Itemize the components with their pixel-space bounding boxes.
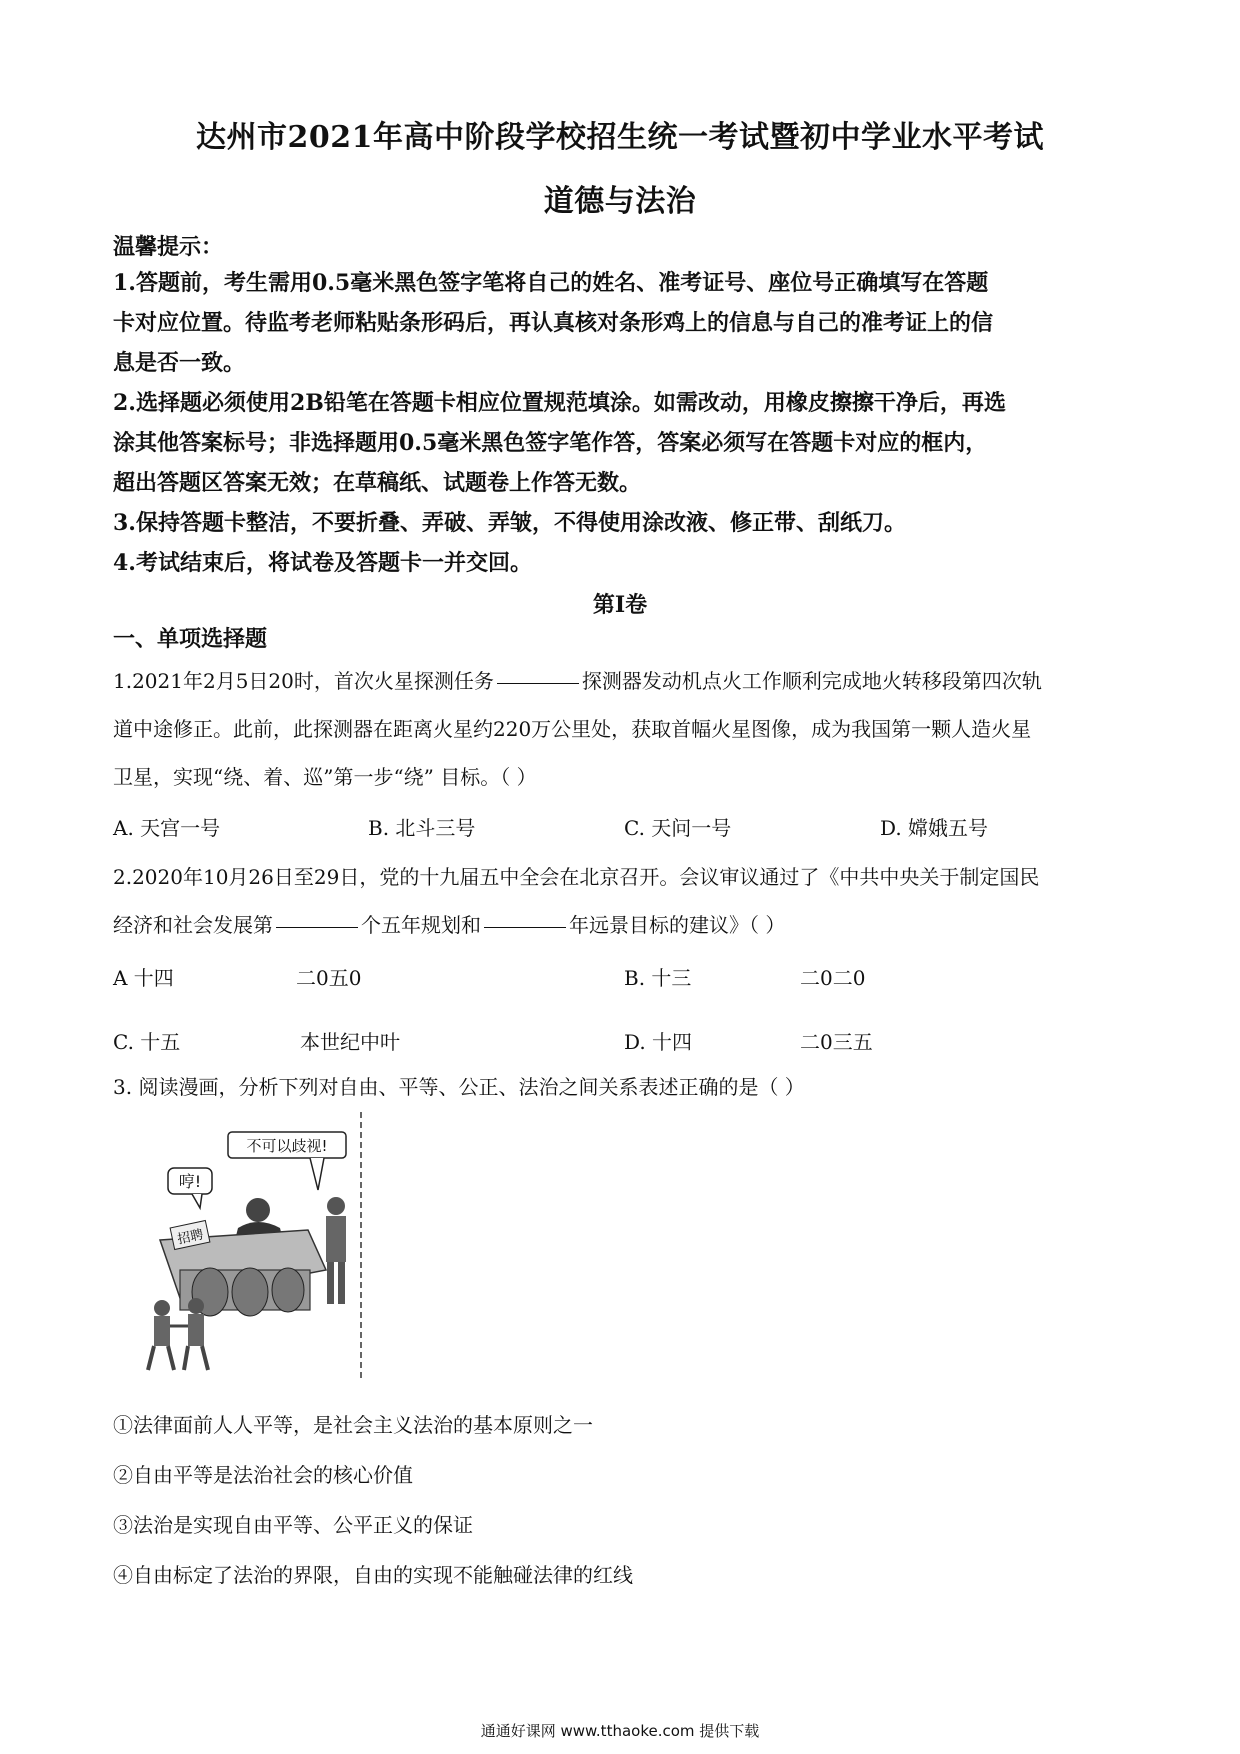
question-2-line-1: 2.2020年10月26日至29日，党的十九届五中全会在北京召开。会议审议通过了《中共中央关于制定国民 (113, 865, 1040, 889)
notice-line: 息是否一致。 (113, 350, 246, 376)
answer-blank (484, 926, 566, 928)
question-1-option-d: D. 嫦娥五号 (880, 816, 989, 840)
statement-2: ②自由平等是法治社会的核心价值 (113, 1463, 413, 1487)
question-1-line-2: 道中途修正。此前，此探测器在距离火星约220万公里处，获取首幅火星图像，成为我国第一颗人造火星 (113, 717, 1032, 741)
notice-heading: 温馨提示： (113, 234, 224, 260)
volume-label: 第I卷 (592, 592, 648, 618)
notice-line: 卡对应位置。待监考老师粘贴条形码后，再认真核对条形鸡上的信息与自己的准考证上的信 (113, 310, 994, 336)
statement-4: ④自由标定了法治的界限，自由的实现不能触碰法律的红线 (113, 1563, 633, 1587)
question-2-option-d-label: D. 十四 (624, 1030, 693, 1054)
question-2-option-c-value: 本世纪中叶 (300, 1030, 400, 1054)
question-1-line-1: 1.2021年2月5日20时，首次火星探测任务 探测器发动机点火工作顺利完成地火转移段第四次轨 (113, 669, 1042, 693)
exam-title: 达州市2021年高中阶段学校招生统一考试暨初中学业水平考试 (196, 120, 1044, 155)
answer-blank (276, 926, 358, 928)
statement-3: ③法治是实现自由平等、公平正义的保证 (113, 1513, 473, 1537)
question-3-stem: 3. 阅读漫画，分析下列对自由、平等、公正、法治之间关系表述正确的是（ ） (113, 1075, 805, 1099)
question-2-option-a-label: A 十四 (113, 966, 174, 990)
question-2-option-b-label: B. 十三 (624, 966, 692, 990)
question-2-option-b-value: 二0二0 (800, 966, 866, 990)
statement-1: ①法律面前人人平等，是社会主义法治的基本原则之一 (113, 1413, 593, 1437)
bubble-right-text: 不可以歧视! (246, 1137, 328, 1155)
notice-line: 1.答题前，考生需用0.5毫米黑色签字笔将自己的姓名、准考证号、座位号正确填写在答题 (113, 270, 989, 296)
page-footer: 通通好课网 www.tthaoke.com 提供下载 (480, 1722, 760, 1740)
notice-line: 超出答题区答案无效；在草稿纸、试题卷上作答无数。 (113, 470, 642, 496)
notice-line: 3.保持答题卡整洁，不要折叠、弄破、弄皱，不得使用涂改液、修正带、刮纸刀。 (113, 510, 906, 536)
notice-line: 涂其他答案标号；非选择题用0.5毫米黑色签字笔作答，答案必须写在答题卡对应的框内， (113, 430, 988, 456)
question-1-option-a: A. 天宫一号 (113, 816, 221, 840)
subject-title: 道德与法治 (543, 184, 697, 219)
section-heading: 一、单项选择题 (113, 626, 268, 652)
answer-blank (497, 682, 579, 684)
question-1-line-3: 卫星，实现“绕、着、巡”第一步“绕” 目标。（ ） (113, 765, 537, 789)
question-2-option-a-value: 二0五0 (296, 966, 362, 990)
question-1-option-b: B. 北斗三号 (368, 816, 476, 840)
notice-line: 4.考试结束后，将试卷及答题卡一并交回。 (113, 550, 532, 576)
notice-line: 2.选择题必须使用2B铅笔在答题卡相应位置规范填涂。如需改动，用橡皮擦擦干净后，再选 (113, 390, 1006, 416)
discrimination-cartoon (140, 1120, 370, 1380)
question-2-option-c-label: C. 十五 (113, 1030, 181, 1054)
question-2-option-d-value: 二0三五 (800, 1030, 873, 1054)
recruit-sign-text: 招聘 (176, 1227, 205, 1248)
question-2-line-2: 经济和社会发展第 个五年规划和 年远景目标的建议》（ ） (113, 913, 786, 937)
bubble-left-text: 哼! (178, 1172, 202, 1191)
question-1-option-c: C. 天问一号 (624, 816, 732, 840)
